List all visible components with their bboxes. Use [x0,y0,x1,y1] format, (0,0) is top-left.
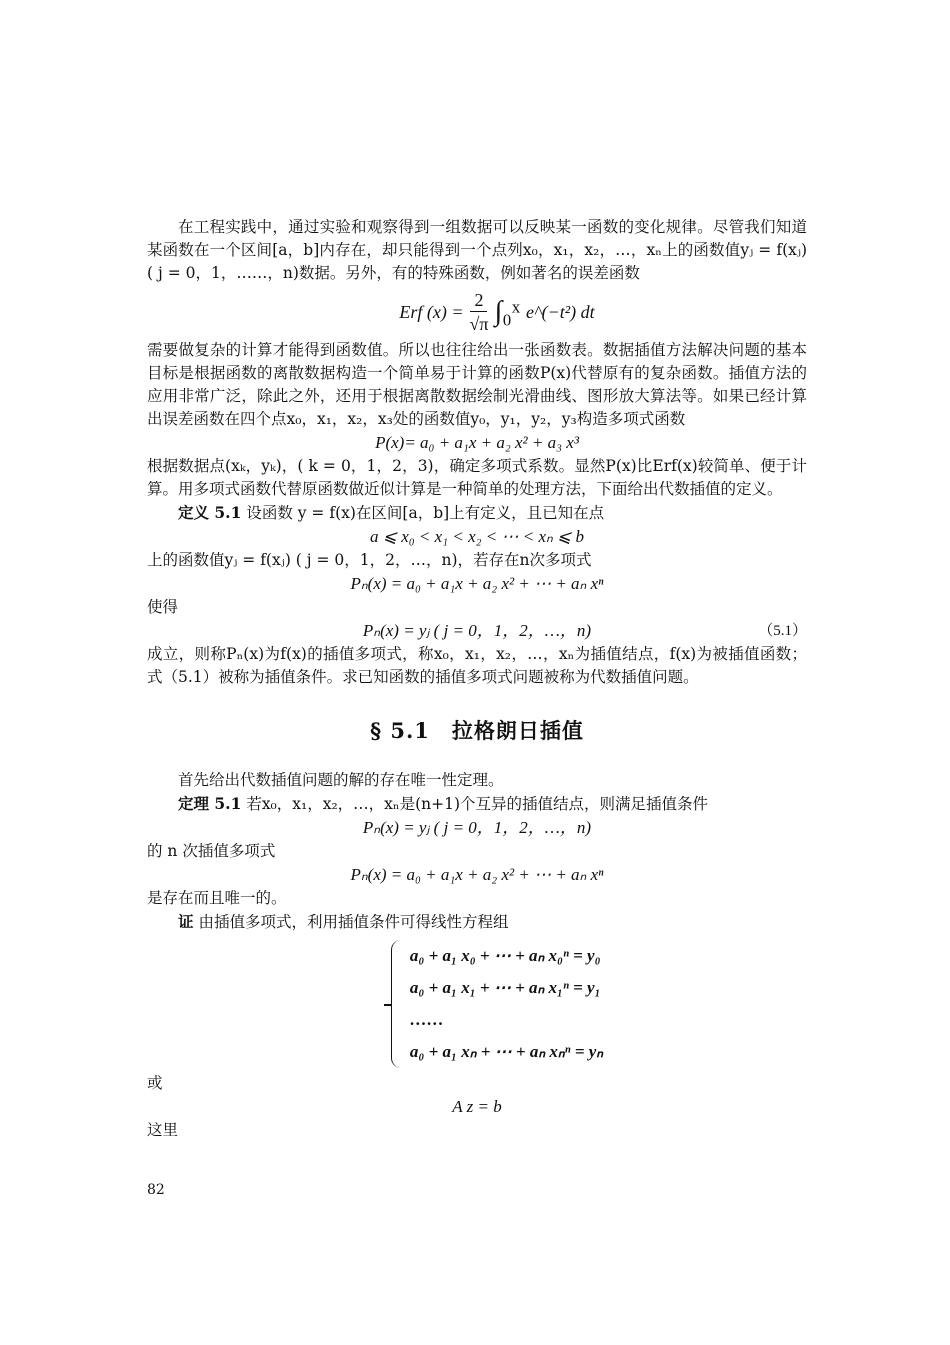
paragraph-definition-end: 成立，则称Pₙ(x)为f(x)的插值多项式，称x₀，x₁，x₂，…，xₙ为插值结点，f(x)为被插值函数；式（5.1）被称为插值条件。求已知函数的插值多项式问题被称为代数插值问题。 [147,645,807,686]
definition-5-1 [147,501,807,525]
definition-text: 设函数 y = f(x)在区间[a，b]上有定义，且已知在点 [246,504,605,522]
equation-theorem-pn: Pₙ(x) = a₀ + a₁x + a₂ x² + ⋯ + aₙ xⁿ [350,865,604,884]
condition-text: Pₙ(x) = yⱼ ( j = 0，1，2，…，n) [362,621,592,640]
word-shide: 使得 [147,598,179,616]
erf-numerator: 2 [470,289,487,312]
paragraph-function-values: 上的函数值yⱼ = f(xⱼ) ( j = 0，1，2，…，n)，若存在n次多项式 [147,551,592,569]
definition-label: 定义 5.1 [178,503,242,522]
page-body [147,216,807,1142]
erf-integrand: e^(−t²) dt [526,301,595,322]
paragraph-theorem-intro: 首先给出代数插值问题的解的存在唯一性定理。 [178,771,504,789]
equation-node-order: a ⩽ x₀ < x₁ < x₂ < ⋯ < xₙ ⩽ b [369,527,585,546]
word-or: 或 [147,1074,163,1092]
paragraph-interpolation-goal: 需要做复杂的计算才能得到函数值。所以也往往给出一张函数表。数据插值方法解决问题的基本目标是根据函数的离散数据构造一个简单易于计算的函数P(x)代替原有的复杂函数。插值方法的应用非常广泛，除此之外，还用于根据离散数据绘制光滑曲线、图形放大算法等。如果已经计算出误差函数在四个点x₀，x₁，x₂，x₃处的函数值y₀，y₁，y₂，y₃构造多项式函数 [147,341,807,428]
theorem-5-1 [147,792,807,816]
equation-cubic-polynomial: P(x)= a₀ + a₁x + a₂ x² + a₃ x³ [375,433,579,452]
paragraph-unique: 是存在而且唯一的。 [147,889,287,907]
theorem-label: 定理 5.1 [178,794,242,813]
integral-sign: ∫₀ˣ [494,296,520,327]
word-here: 这里 [147,1121,179,1139]
system-row: a₀ + a₁ x₀ + ⋯ + aₙ x₀ⁿ = y₀ [409,946,601,965]
equation-number: （5.1） [758,623,807,639]
paragraph-coefficients: 根据数据点(xₖ，yₖ)，( k = 0，1，2，3)，确定多项式系数。显然P(x)比Erf(x)较简单、便于计算。用多项式函数代替原函数做近似计算是一种简单的处理方法，下面给出代数插值的定义。 [147,457,807,498]
paragraph-intro: 在工程实践中，通过实验和观察得到一组数据可以反映某一函数的变化规律。尽管我们知道某函数在一个区间[a，b]内存在，却只能得到一个点列x₀，x₁，x₂，…，xₙ上的函数值yⱼ = f(xⱼ) ( j = 0，1，……，n)数据。另外，有的特殊函数，例如著名的误差函数 [147,218,807,282]
system-row: …… [409,1010,444,1029]
proof-text: 由插值多项式，利用插值条件可得线性方程组 [198,913,509,931]
erf-lhs: Erf (x) = [399,301,464,322]
erf-equation [187,285,807,339]
proof [147,910,807,934]
equation-theorem-condition: Pₙ(x) = yⱼ ( j = 0，1，2，…，n) [362,818,592,837]
page-number: 82 [147,1182,165,1198]
equation-interpolation-condition [147,619,807,643]
equation-matrix: A z = b [452,1097,502,1116]
system-row: a₀ + a₁ xₙ + ⋯ + aₙ xₙⁿ = yₙ [409,1042,604,1061]
system-rows [410,940,603,1068]
section-title: § 5.1 拉格朗日插值 [370,718,584,743]
system-row: a₀ + a₁ x₁ + ⋯ + aₙ x₁ⁿ = y₁ [409,978,601,997]
equation-pn: Pₙ(x) = a₀ + a₁x + a₂ x² + ⋯ + aₙ xⁿ [350,574,604,593]
erf-fraction [470,289,489,336]
proof-label: 证 [178,912,194,931]
theorem-text: 若x₀，x₁，x₂，…，xₙ是(n+1)个互异的插值结点，则满足插值条件 [246,795,709,813]
linear-system [147,940,807,1068]
paragraph-n-degree: 的 n 次插值多项式 [147,842,276,860]
left-brace [391,940,406,1068]
erf-denominator: √π [469,313,489,334]
